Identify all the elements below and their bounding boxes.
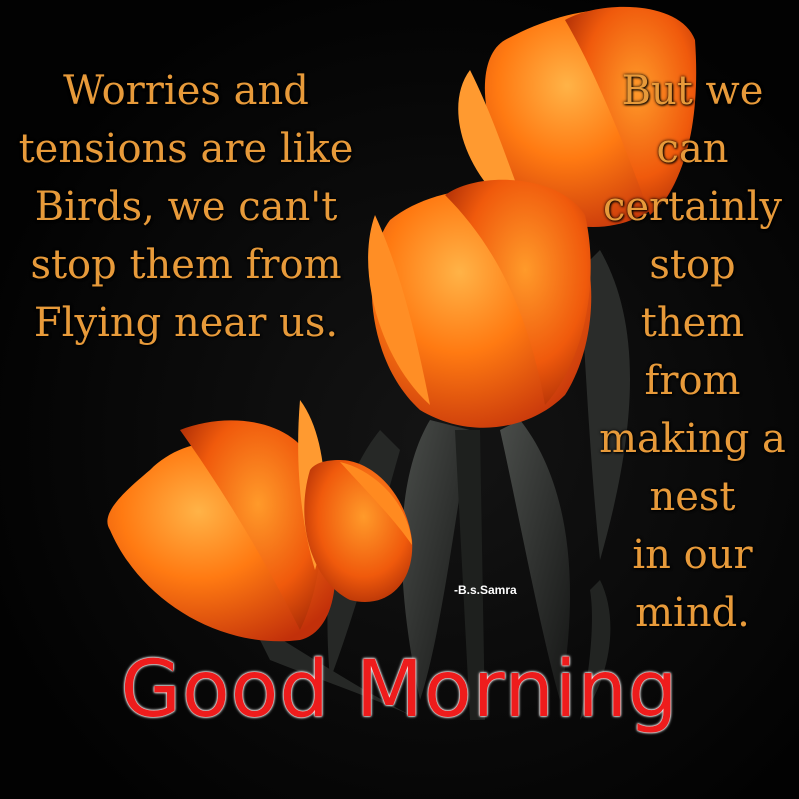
quote-right-line: from <box>644 358 741 404</box>
quote-right-line: mind. <box>635 590 750 636</box>
quote-left-line: stop them from <box>30 242 342 288</box>
quote-right-line: making a <box>599 416 786 462</box>
quote-left-line: Flying near us. <box>33 300 339 346</box>
author-credit: -B.s.Samra <box>454 583 517 597</box>
quote-right-line: in our <box>632 532 753 578</box>
quote-left-line: tensions are like <box>18 126 354 172</box>
quote-left-block <box>0 62 372 352</box>
quote-right-line: stop <box>649 242 736 288</box>
quote-right-line: can <box>656 126 729 172</box>
quote-right-line: nest <box>649 474 736 520</box>
greeting-title: Good Morning <box>120 645 679 735</box>
quote-left-line: Birds, we can't <box>34 184 338 230</box>
quote-right-block <box>586 62 799 642</box>
quote-right-line: certainly <box>602 184 783 230</box>
quote-right-line: But we <box>621 68 764 114</box>
quote-right-line: them <box>640 300 745 346</box>
quote-left-line: Worries and <box>63 68 309 114</box>
